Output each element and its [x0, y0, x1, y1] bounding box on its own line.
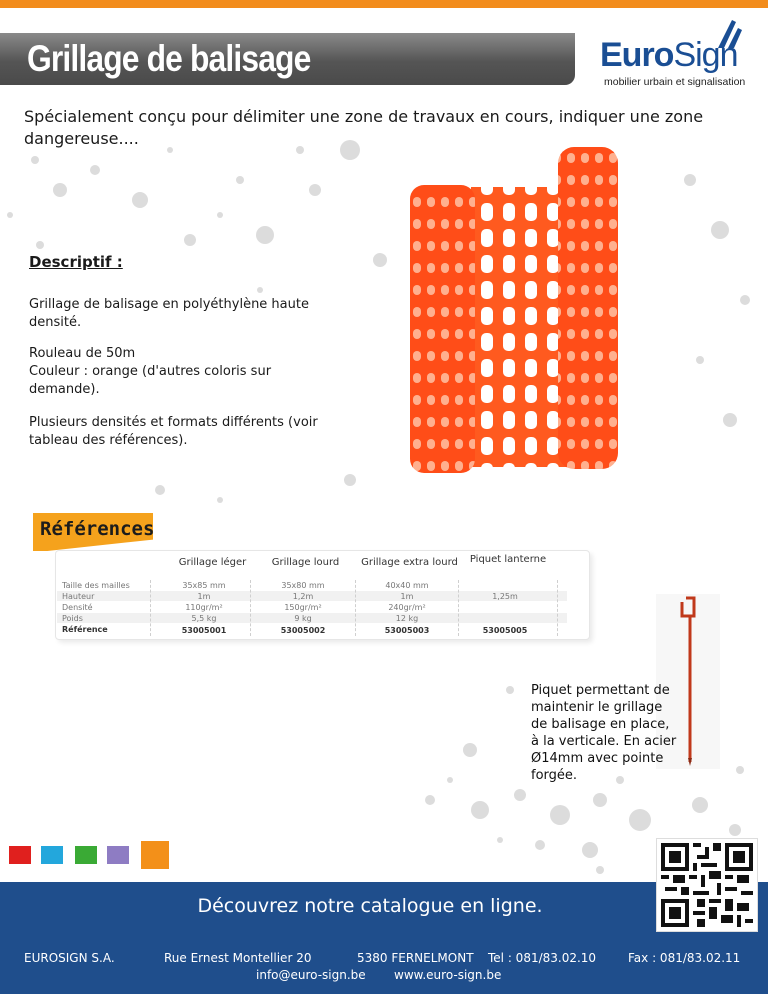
logo-tagline: mobilier urbain et signalisation: [604, 76, 746, 88]
swatch-red: [9, 846, 31, 864]
row-label-poids: Poids: [62, 614, 83, 623]
table-cell: 53005002: [280, 626, 326, 635]
intro-text: Spécialement conçu pour délimiter une zone de travaux en cours, indiquer une zone dangereuse....: [24, 107, 704, 148]
table-cell: 35x85 mm: [182, 581, 226, 590]
swatch-green: [75, 846, 97, 864]
row-label-densite: Densité: [62, 603, 93, 612]
table-cell: 110gr/m²: [185, 603, 223, 612]
table-cell: 12 kg: [395, 614, 419, 623]
swatch-orange: [141, 841, 169, 869]
footer-fax: Fax : 081/83.02.11: [628, 951, 741, 965]
footer-address: Rue Ernest Montellier 20: [164, 951, 312, 965]
references-tab-label: Références: [40, 518, 155, 540]
footer-company: EUROSIGN S.A.: [24, 951, 115, 965]
table-cell: 240gr/m²: [388, 603, 426, 612]
table-cell: 5,5 kg: [191, 614, 217, 623]
qr-code-icon: [661, 843, 753, 927]
eurosign-logo: [600, 28, 760, 90]
descriptif-title: Descriptif :: [29, 253, 123, 271]
table-cell: 53005005: [482, 626, 528, 635]
col-header-extra-lourd: Grillage extra lourd: [361, 557, 458, 568]
column-separator: [250, 580, 251, 636]
table-cell: 35x80 mm: [281, 581, 325, 590]
footer-website-link[interactable]: www.euro-sign.be: [394, 968, 502, 982]
table-cell: 1m: [400, 592, 414, 601]
row-label-reference: Référence: [62, 625, 108, 634]
table-cell: 1m: [197, 592, 211, 601]
descriptif-color: Couleur : orange (d'autres coloris sur demande).: [29, 364, 272, 397]
column-separator: [458, 580, 459, 636]
descriptif-material: Grillage de balisage en polyéthylène haute densité.: [29, 297, 309, 330]
column-separator: [557, 580, 558, 636]
col-header-lourd: Grillage lourd: [271, 557, 340, 568]
table-cell: 9 kg: [294, 614, 312, 623]
swatch-purple: [107, 846, 129, 864]
table-cell: 40x40 mm: [385, 581, 429, 590]
logo-word-thin: Sign: [673, 36, 738, 74]
col-header-leger: Grillage léger: [178, 557, 247, 568]
footer-email-link[interactable]: info@euro-sign.be: [256, 968, 366, 982]
footer-tel: Tel : 081/83.02.10: [488, 951, 597, 965]
top-accent-stripe: [0, 0, 768, 8]
col-header-piquet: Piquet lanterne: [469, 554, 547, 565]
logo-wordmark: [600, 36, 738, 75]
barrier-mesh-photo: [410, 147, 668, 477]
logo-word-bold: Euro: [600, 36, 674, 74]
column-separator: [355, 580, 356, 636]
stake-caption: Piquet permettant de maintenir le grillage de balisage en place, à la verticale. En acier Ø14mm avec pointe forgée.: [531, 683, 677, 783]
footer-headline: Découvrez notre catalogue en ligne.: [197, 895, 543, 917]
descriptif-roll: Rouleau de 50m: [29, 346, 136, 361]
table-cell: 1,25m: [492, 592, 518, 601]
table-cell: 53005001: [181, 626, 227, 635]
descriptif-roll-color: [29, 345, 329, 399]
column-separator: [150, 580, 151, 636]
footer-city: 5380 FERNELMONT: [357, 951, 474, 965]
swatch-blue: [41, 846, 63, 864]
table-cell: 1,2m: [292, 592, 314, 601]
descriptif-densities: Plusieurs densités et formats différents (voir tableau des références).: [29, 415, 318, 448]
row-label-mailles: Taille des mailles: [62, 581, 130, 590]
page-title: Grillage de balisage: [27, 38, 311, 79]
table-cell: 150gr/m²: [284, 603, 322, 612]
qr-code[interactable]: [656, 838, 758, 932]
row-label-hauteur: Hauteur: [62, 592, 95, 601]
table-cell: 53005003: [384, 626, 430, 635]
